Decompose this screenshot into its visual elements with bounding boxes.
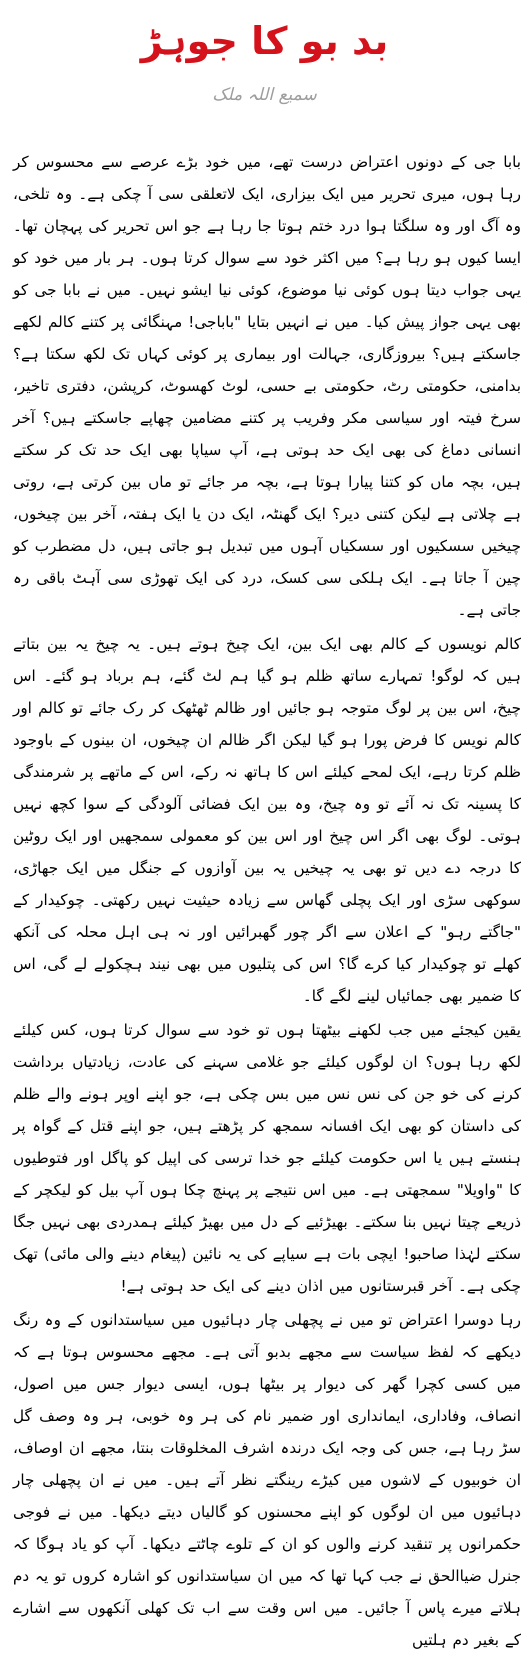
- author-byline: سمیع اللہ ملک: [212, 85, 317, 105]
- article-header: [0, 0, 529, 112]
- article-body: [13, 146, 521, 1658]
- article-paragraph: یقین کیجئے میں جب لکھنے بیٹھتا ہوں تو خود سے سوال کرتا ہوں، کس کیلئے لکھ رہا ہوں؟ ان لوگوں کیلئے جو غلامی سہنے کی عادت، زیادتیاں برداشت کرنے کی خو جن کی نس نس میں بس چکی ہے، جو اپنے اوپر ہونے والے ظلم کی داستان کو بھی ایک افسانہ سمجھ کر پڑھتے ہیں، جو اپنے قتل کے گواہ پر ہنستے ہیں یا اس حکومت کیلئے جو خدا ترسی کی اپیل کو پاگل اور فتوطیوں کا "واویلا" سمجھتی ہے۔ میں اس نتیجے پر پہنچ چکا ہوں آپ بیل کو لیکچر کے ذریعے چیتا نہیں بنا سکتے۔ بھیڑئیے کے دل میں بھیڑ کیلئے ہمدردی بھی نہیں جگا سکتے لہٰذا صاحبو! ایچی بات ہے سیاپے کی یہ نائین (پیغام دینے والی مائی) تھک چکی ہے۔ آخر قبرستانوں میں اذان دینے کی ایک حد ہوتی ہے!: [13, 1021, 521, 1295]
- article-paragraph: بابا جی کے دونوں اعتراض درست تھے، میں خود بڑے عرصے سے محسوس کر رہا ہوں، میری تحریر میں ایک بیزاری، ایک لاتعلقی سی آ چکی ہے۔ وہ تلخی، وہ آگ اور وہ سلگتا ہوا درد ختم ہوتا جا رہا ہے جو اس تحریر کی پہچان تھا۔ ایسا کیوں ہو رہا ہے؟ میں اکثر خود سے سوال کرتا ہوں۔ ہر بار میں خود کو یہی جواب دیتا ہوں کوئی نیا موضوع، کوئی نیا ایشو نہیں۔ میں نے بابا جی کو بھی یہی جواز پیش کیا۔ میں نے انہیں بتایا "باباجی! مہنگائی پر کتنے کالم لکھے جاسکتے ہیں؟ بیروزگاری، جہالت اور بیماری پر کوئی کہاں تک لکھ سکتا ہے؟ بدامنی، حکومتی رٹ، حکومتی بے حسی، لوٹ کھسوٹ، کرپشن، دفتری تاخیر، سرخ فیتہ اور سیاسی مکر وفریب پر کتنے مضامین چھاپے جاسکتے ہیں؟ آخر انسانی دماغ کی بھی ایک حد ہوتی ہے، آپ سیاپا بھی ایک حد تک کر سکتے ہیں، بچہ ماں کو کتنا پیارا ہوتا ہے، بچہ مر جائے تو ماں بین کرتی ہے، روتی ہے چلاتی ہے لیکن کتنی دیر؟ ایک گھنٹہ، ایک دن یا ایک ہفتہ، آخر بین چیخوں، چیخیں سسکیوں اور سسکیاں آہوں میں تبدیل ہو جاتی ہیں، دل مضطرب کو چین آ جاتا ہے۔ ایک ہلکی سی کسک، درد کی ایک تھوڑی سی آہٹ باقی رہ جاتی ہے۔: [13, 153, 521, 619]
- article-paragraph: رہا دوسرا اعتراض تو میں نے پچھلی چار دہائیوں میں سیاستدانوں کے وہ رنگ دیکھے کہ لفظ سیاست سے مجھے بدبو آتی ہے۔ مجھے محسوس ہوتا ہے کہ میں کسی کچرا گھر کی دیوار پر بیٹھا ہوں، ایسی دیوار جس میں اصول، انصاف، وفاداری، ایمانداری اور ضمیر نام کی ہر وہ خوبی، ہر وہ وصف گل سڑ رہا ہے، جس کی وجہ ایک درندہ اشرف المخلوقات بنتا، مجھے ان اوصاف، ان خوبیوں کے لاشوں میں کیڑے رینگتے نظر آتے ہیں۔ میں نے ان پچھلی چار دہائیوں میں ان لوگوں کو اپنے محسنوں کو گالیاں دیتے دیکھا۔ میں نے فوجی حکمرانوں پر تنقید کرنے والوں کو ان کے تلوے چاٹتے دیکھا۔ آپ کو یاد ہوگا کہ جنرل ضیاالحق نے جب کہا تھا کہ میں ان سیاستدانوں کو اشارہ کروں تو یہ دم ہلاتے میرے پاس آ جائیں۔ میں اس وقت سے اب تک کھلی آنکھوں سے اشارے کے بغیر دم ہلتیں: [13, 1311, 521, 1649]
- article-title: بد بو کا جوہڑ: [140, 19, 389, 63]
- article-paragraph: کالم نویسوں کے کالم بھی ایک بین، ایک چیخ ہوتے ہیں۔ یہ چیخ یہ بین بتاتے ہیں کہ لوگو! تمہارے ساتھ ظلم ہو گیا ہم لٹ گئے، ہم برباد ہو گئے۔ اس چیخ، اس بین پر لوگ متوجہ ہو جائیں اور ظالم ٹھٹھک کر رک جائے تو کالم اور کالم نویس کا فرض پورا ہو گیا لیکن اگر ظالم ان چیخوں، ان بینوں کے باوجود ظلم کرتا رہے، ایک لمحے کیلئے اس کا ہاتھ نہ رکے، اس کے ماتھے پر شرمندگی کا پسینہ تک نہ آئے تو وہ چیخ، وہ بین ایک فضائی آلودگی کے سوا کچھ نہیں ہوتی۔ لوگ بھی اگر اس چیخ اور اس بین کو معمولی سمجھیں اور ایک روٹین کا درجہ دے دیں تو بھی یہ چیخیں یہ بین آوازوں کے جنگل میں ایک جھاڑی، سوکھی سڑی اور ایک پچلی گھاس سے زیادہ حیثیت نہیں رکھتی۔ چوکیدار کے "جاگتے رہو" کے اعلان سے اگر چور گھبرائیں اور نہ ہی اہل محلہ کی آنکھ کھلے تو چوکیدار کیا کرے گا؟ اس کی پتلیوں میں بھی نیند ہچکولے لے گی، اس کا ضمیر بھی جمائیاں لینے لگے گا۔: [13, 635, 521, 1005]
